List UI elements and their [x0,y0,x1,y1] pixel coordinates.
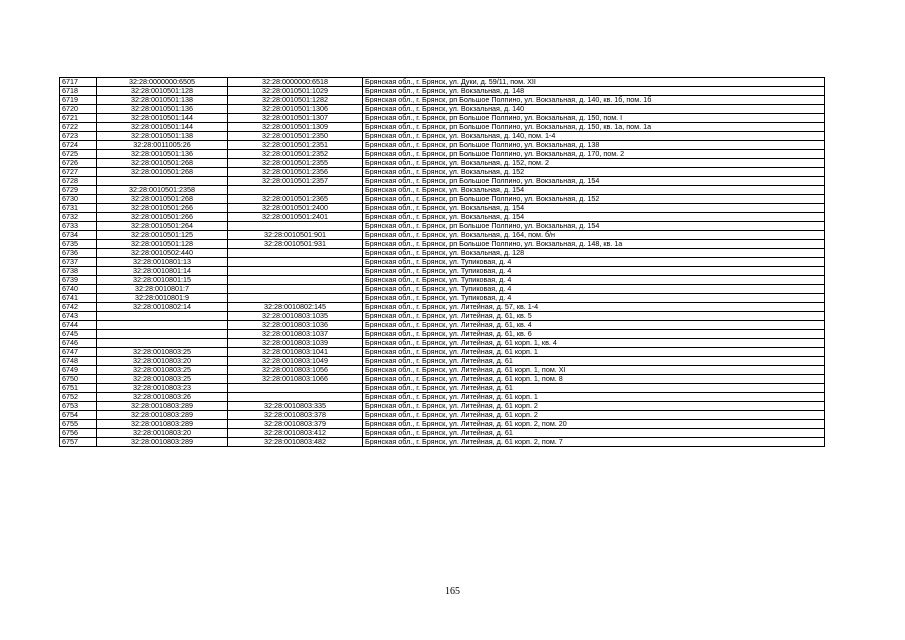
table-row [60,114,825,123]
address-cell: Брянская обл., г. Брянск, рп Большое Полпино, ул. Вокзальная, д. 148, кв. 1а [363,240,825,249]
object-cadastral-number-cell: 32:28:0010802:145 [228,303,363,312]
object-cadastral-number-cell: 32:28:0010803:482 [228,438,363,447]
row-number-cell: 6732 [60,213,97,222]
row-number-cell: 6754 [60,411,97,420]
object-cadastral-number-cell [228,276,363,285]
address-cell: Брянская обл., г. Брянск, рп Большое Полпино, ул. Вокзальная, д. 152 [363,195,825,204]
address-cell: Брянская обл., г. Брянск, ул. Литейная, д. 61 [363,357,825,366]
object-cadastral-number-cell [228,384,363,393]
row-number-cell: 6739 [60,276,97,285]
object-cadastral-number-cell: 32:28:0000000:6518 [228,78,363,87]
address-cell: Брянская обл., г. Брянск, ул. Литейная, д. 61, кв. 4 [363,321,825,330]
row-number-cell: 6753 [60,402,97,411]
land-cadastral-number-cell: 32:28:0010501:266 [97,213,228,222]
table-row [60,411,825,420]
table-row [60,393,825,402]
table-row [60,123,825,132]
row-number-cell: 6725 [60,150,97,159]
row-number-cell: 6738 [60,267,97,276]
table-row [60,420,825,429]
table-row [60,177,825,186]
table-row [60,105,825,114]
land-cadastral-number-cell: 32:28:0010501:2358 [97,186,228,195]
table-row [60,294,825,303]
land-cadastral-number-cell: 32:28:0010803:289 [97,402,228,411]
land-cadastral-number-cell: 32:28:0010501:264 [97,222,228,231]
row-number-cell: 6744 [60,321,97,330]
address-cell: Брянская обл., г. Брянск, ул. Литейная, д. 57, кв. 1-4 [363,303,825,312]
object-cadastral-number-cell: 32:28:0010501:901 [228,231,363,240]
land-cadastral-number-cell [97,177,228,186]
object-cadastral-number-cell: 32:28:0010501:1307 [228,114,363,123]
object-cadastral-number-cell: 32:28:0010803:1049 [228,357,363,366]
row-number-cell: 6756 [60,429,97,438]
row-number-cell: 6722 [60,123,97,132]
table-row [60,78,825,87]
row-number-cell: 6746 [60,339,97,348]
row-number-cell: 6735 [60,240,97,249]
row-number-cell: 6731 [60,204,97,213]
address-cell: Брянская обл., г. Брянск, ул. Тупиковая, д. 4 [363,276,825,285]
address-cell: Брянская обл., г. Брянск, рп Большое Полпино, ул. Вокзальная, д. 170, пом. 2 [363,150,825,159]
object-cadastral-number-cell [228,393,363,402]
object-cadastral-number-cell: 32:28:0010501:2365 [228,195,363,204]
object-cadastral-number-cell: 32:28:0010501:2356 [228,168,363,177]
object-cadastral-number-cell [228,294,363,303]
table-row [60,330,825,339]
row-number-cell: 6734 [60,231,97,240]
row-number-cell: 6755 [60,420,97,429]
object-cadastral-number-cell [228,258,363,267]
row-number-cell: 6720 [60,105,97,114]
object-cadastral-number-cell: 32:28:0010501:2355 [228,159,363,168]
address-cell: Брянская обл., г. Брянск, ул. Литейная, д. 61 корп. 2 [363,411,825,420]
table-row [60,231,825,240]
address-cell: Брянская обл., г. Брянск, ул. Тупиковая, д. 4 [363,267,825,276]
table-row [60,429,825,438]
address-cell: Брянская обл., г. Брянск, ул. Литейная, д. 61 [363,429,825,438]
table-row [60,87,825,96]
address-cell: Брянская обл., г. Брянск, ул. Литейная, д. 61, кв. 6 [363,330,825,339]
object-cadastral-number-cell: 32:28:0010803:1056 [228,366,363,375]
address-cell: Брянская обл., г. Брянск, ул. Литейная, д. 61 корп. 1 [363,393,825,402]
row-number-cell: 6736 [60,249,97,258]
page-number: 165 [445,586,460,597]
land-cadastral-number-cell: 32:28:0010501:128 [97,240,228,249]
row-number-cell: 6751 [60,384,97,393]
table-row [60,141,825,150]
object-cadastral-number-cell: 32:28:0010803:412 [228,429,363,438]
address-cell: Брянская обл., г. Брянск, ул. Вокзальная, д. 154 [363,186,825,195]
address-cell: Брянская обл., г. Брянск, ул. Литейная, д. 61, кв. 5 [363,312,825,321]
row-number-cell: 6748 [60,357,97,366]
address-cell: Брянская обл., г. Брянск, ул. Литейная, д. 61 корп. 1, пом. XI [363,366,825,375]
address-cell: Брянская обл., г. Брянск, рп Большое Полпино, ул. Вокзальная, д. 154 [363,177,825,186]
table-row [60,339,825,348]
table-row [60,168,825,177]
land-cadastral-number-cell: 32:28:0010803:25 [97,348,228,357]
land-cadastral-number-cell: 32:28:0010502:440 [97,249,228,258]
address-cell: Брянская обл., г. Брянск, ул. Тупиковая, д. 4 [363,258,825,267]
address-cell: Брянская обл., г. Брянск, ул. Дуки, д. 59/11, пом. XII [363,78,825,87]
address-cell: Брянская обл., г. Брянск, ул. Вокзальная, д. 128 [363,249,825,258]
table-row [60,357,825,366]
object-cadastral-number-cell: 32:28:0010803:379 [228,420,363,429]
land-cadastral-number-cell [97,330,228,339]
object-cadastral-number-cell: 32:28:0010501:2357 [228,177,363,186]
land-cadastral-number-cell: 32:28:0010803:23 [97,384,228,393]
table-row [60,366,825,375]
row-number-cell: 6747 [60,348,97,357]
land-cadastral-number-cell: 32:28:0010803:20 [97,429,228,438]
object-cadastral-number-cell [228,249,363,258]
object-cadastral-number-cell: 32:28:0010501:2352 [228,150,363,159]
land-cadastral-number-cell: 32:28:0010803:20 [97,357,228,366]
land-cadastral-number-cell: 32:28:0010803:25 [97,375,228,384]
table-row [60,249,825,258]
land-cadastral-number-cell: 32:28:0010803:289 [97,438,228,447]
table-row [60,438,825,447]
object-cadastral-number-cell: 32:28:0010501:2350 [228,132,363,141]
address-cell: Брянская обл., г. Брянск, рп Большое Полпино, ул. Вокзальная, д. 154 [363,222,825,231]
address-cell: Брянская обл., г. Брянск, ул. Вокзальная, д. 148 [363,87,825,96]
address-cell: Брянская обл., г. Брянск, ул. Вокзальная, д. 152, пом. 2 [363,159,825,168]
address-cell: Брянская обл., г. Брянск, ул. Литейная, д. 61 корп. 1 [363,348,825,357]
land-cadastral-number-cell: 32:28:0010501:268 [97,159,228,168]
land-cadastral-number-cell: 32:28:0010801:14 [97,267,228,276]
object-cadastral-number-cell [228,267,363,276]
row-number-cell: 6733 [60,222,97,231]
address-cell: Брянская обл., г. Брянск, ул. Литейная, д. 61 корп. 1, кв. 4 [363,339,825,348]
land-cadastral-number-cell: 32:28:0010803:289 [97,420,228,429]
object-cadastral-number-cell: 32:28:0010501:1029 [228,87,363,96]
table-row [60,213,825,222]
object-cadastral-number-cell: 32:28:0010501:1309 [228,123,363,132]
object-cadastral-number-cell [228,285,363,294]
table-row [60,321,825,330]
object-cadastral-number-cell: 32:28:0010803:1041 [228,348,363,357]
table-row [60,132,825,141]
table-row [60,258,825,267]
row-number-cell: 6740 [60,285,97,294]
address-cell: Брянская обл., г. Брянск, рп Большое Полпино, ул. Вокзальная, д. 140, кв. 1б, пом. 1б [363,96,825,105]
row-number-cell: 6737 [60,258,97,267]
row-number-cell: 6742 [60,303,97,312]
land-cadastral-number-cell: 32:28:0010801:9 [97,294,228,303]
object-cadastral-number-cell: 32:28:0010803:1036 [228,321,363,330]
object-cadastral-number-cell: 32:28:0010803:378 [228,411,363,420]
object-cadastral-number-cell: 32:28:0010501:2400 [228,204,363,213]
row-number-cell: 6727 [60,168,97,177]
table-row [60,276,825,285]
row-number-cell: 6721 [60,114,97,123]
land-cadastral-number-cell: 32:28:0010501:136 [97,150,228,159]
address-cell: Брянская обл., г. Брянск, ул. Вокзальная, д. 164, пом. б/н [363,231,825,240]
row-number-cell: 6719 [60,96,97,105]
address-cell: Брянская обл., г. Брянск, ул. Литейная, д. 61 корп. 2 [363,402,825,411]
row-number-cell: 6743 [60,312,97,321]
object-cadastral-number-cell: 32:28:0010501:1306 [228,105,363,114]
address-cell: Брянская обл., г. Брянск, ул. Вокзальная, д. 152 [363,168,825,177]
land-cadastral-number-cell: 32:28:0011005:26 [97,141,228,150]
row-number-cell: 6752 [60,393,97,402]
land-cadastral-number-cell: 32:28:0010501:268 [97,168,228,177]
row-number-cell: 6718 [60,87,97,96]
row-number-cell: 6728 [60,177,97,186]
row-number-cell: 6717 [60,78,97,87]
object-cadastral-number-cell: 32:28:0010501:2351 [228,141,363,150]
object-cadastral-number-cell: 32:28:0010803:1037 [228,330,363,339]
row-number-cell: 6730 [60,195,97,204]
table-row [60,195,825,204]
address-cell: Брянская обл., г. Брянск, ул. Вокзальная, д. 140 [363,105,825,114]
address-cell: Брянская обл., г. Брянск, ул. Вокзальная, д. 140, пом. 1-4 [363,132,825,141]
row-number-cell: 6726 [60,159,97,168]
table-row [60,348,825,357]
land-cadastral-number-cell [97,312,228,321]
land-cadastral-number-cell [97,339,228,348]
table-row [60,204,825,213]
address-cell: Брянская обл., г. Брянск, рп Большое Полпино, ул. Вокзальная, д. 150, кв. 1а, пом. 1а [363,123,825,132]
address-cell: Брянская обл., г. Брянск, ул. Литейная, д. 61 корп. 2, пом. 7 [363,438,825,447]
registry-table-body [60,78,825,447]
object-cadastral-number-cell: 32:28:0010501:2401 [228,213,363,222]
land-cadastral-number-cell: 32:28:0010501:125 [97,231,228,240]
table-row [60,240,825,249]
land-cadastral-number-cell: 32:28:0010501:138 [97,132,228,141]
land-cadastral-number-cell: 32:28:0010501:138 [97,96,228,105]
table-row [60,375,825,384]
object-cadastral-number-cell: 32:28:0010803:1066 [228,375,363,384]
table-row [60,312,825,321]
land-cadastral-number-cell: 32:28:0010801:15 [97,276,228,285]
land-cadastral-number-cell: 32:28:0010501:136 [97,105,228,114]
row-number-cell: 6749 [60,366,97,375]
land-cadastral-number-cell: 32:28:0010801:7 [97,285,228,294]
row-number-cell: 6745 [60,330,97,339]
table-row [60,267,825,276]
land-cadastral-number-cell [97,321,228,330]
address-cell: Брянская обл., г. Брянск, рп Большое Полпино, ул. Вокзальная, д. 150, пом. I [363,114,825,123]
table-row [60,150,825,159]
address-cell: Брянская обл., г. Брянск, ул. Литейная, д. 61 корп. 1, пом. 8 [363,375,825,384]
object-cadastral-number-cell: 32:28:0010501:931 [228,240,363,249]
row-number-cell: 6723 [60,132,97,141]
table-row [60,384,825,393]
land-cadastral-number-cell: 32:28:0010802:14 [97,303,228,312]
land-cadastral-number-cell: 32:28:0010501:144 [97,114,228,123]
table-row [60,222,825,231]
table-row [60,402,825,411]
land-cadastral-number-cell: 32:28:0010803:25 [97,366,228,375]
object-cadastral-number-cell [228,186,363,195]
table-row [60,159,825,168]
property-registry-table [59,77,825,447]
table-row [60,186,825,195]
land-cadastral-number-cell: 32:28:0010501:268 [97,195,228,204]
land-cadastral-number-cell: 32:28:0010501:266 [97,204,228,213]
address-cell: Брянская обл., г. Брянск, ул. Вокзальная, д. 154 [363,204,825,213]
row-number-cell: 6750 [60,375,97,384]
object-cadastral-number-cell: 32:28:0010501:1282 [228,96,363,105]
row-number-cell: 6729 [60,186,97,195]
address-cell: Брянская обл., г. Брянск, ул. Тупиковая, д. 4 [363,285,825,294]
address-cell: Брянская обл., г. Брянск, ул. Литейная, д. 61 корп. 2, пом. 20 [363,420,825,429]
address-cell: Брянская обл., г. Брянск, рп Большое Полпино, ул. Вокзальная, д. 138 [363,141,825,150]
table-row [60,285,825,294]
row-number-cell: 6724 [60,141,97,150]
row-number-cell: 6741 [60,294,97,303]
object-cadastral-number-cell: 32:28:0010803:335 [228,402,363,411]
table-row [60,303,825,312]
row-number-cell: 6757 [60,438,97,447]
table-row [60,96,825,105]
land-cadastral-number-cell: 32:28:0010501:144 [97,123,228,132]
address-cell: Брянская обл., г. Брянск, ул. Тупиковая, д. 4 [363,294,825,303]
object-cadastral-number-cell: 32:28:0010803:1035 [228,312,363,321]
object-cadastral-number-cell [228,222,363,231]
object-cadastral-number-cell: 32:28:0010803:1039 [228,339,363,348]
address-cell: Брянская обл., г. Брянск, ул. Вокзальная, д. 154 [363,213,825,222]
land-cadastral-number-cell: 32:28:0010501:128 [97,87,228,96]
land-cadastral-number-cell: 32:28:0010801:13 [97,258,228,267]
land-cadastral-number-cell: 32:28:0000000:6505 [97,78,228,87]
address-cell: Брянская обл., г. Брянск, ул. Литейная, д. 61 [363,384,825,393]
land-cadastral-number-cell: 32:28:0010803:289 [97,411,228,420]
land-cadastral-number-cell: 32:28:0010803:26 [97,393,228,402]
